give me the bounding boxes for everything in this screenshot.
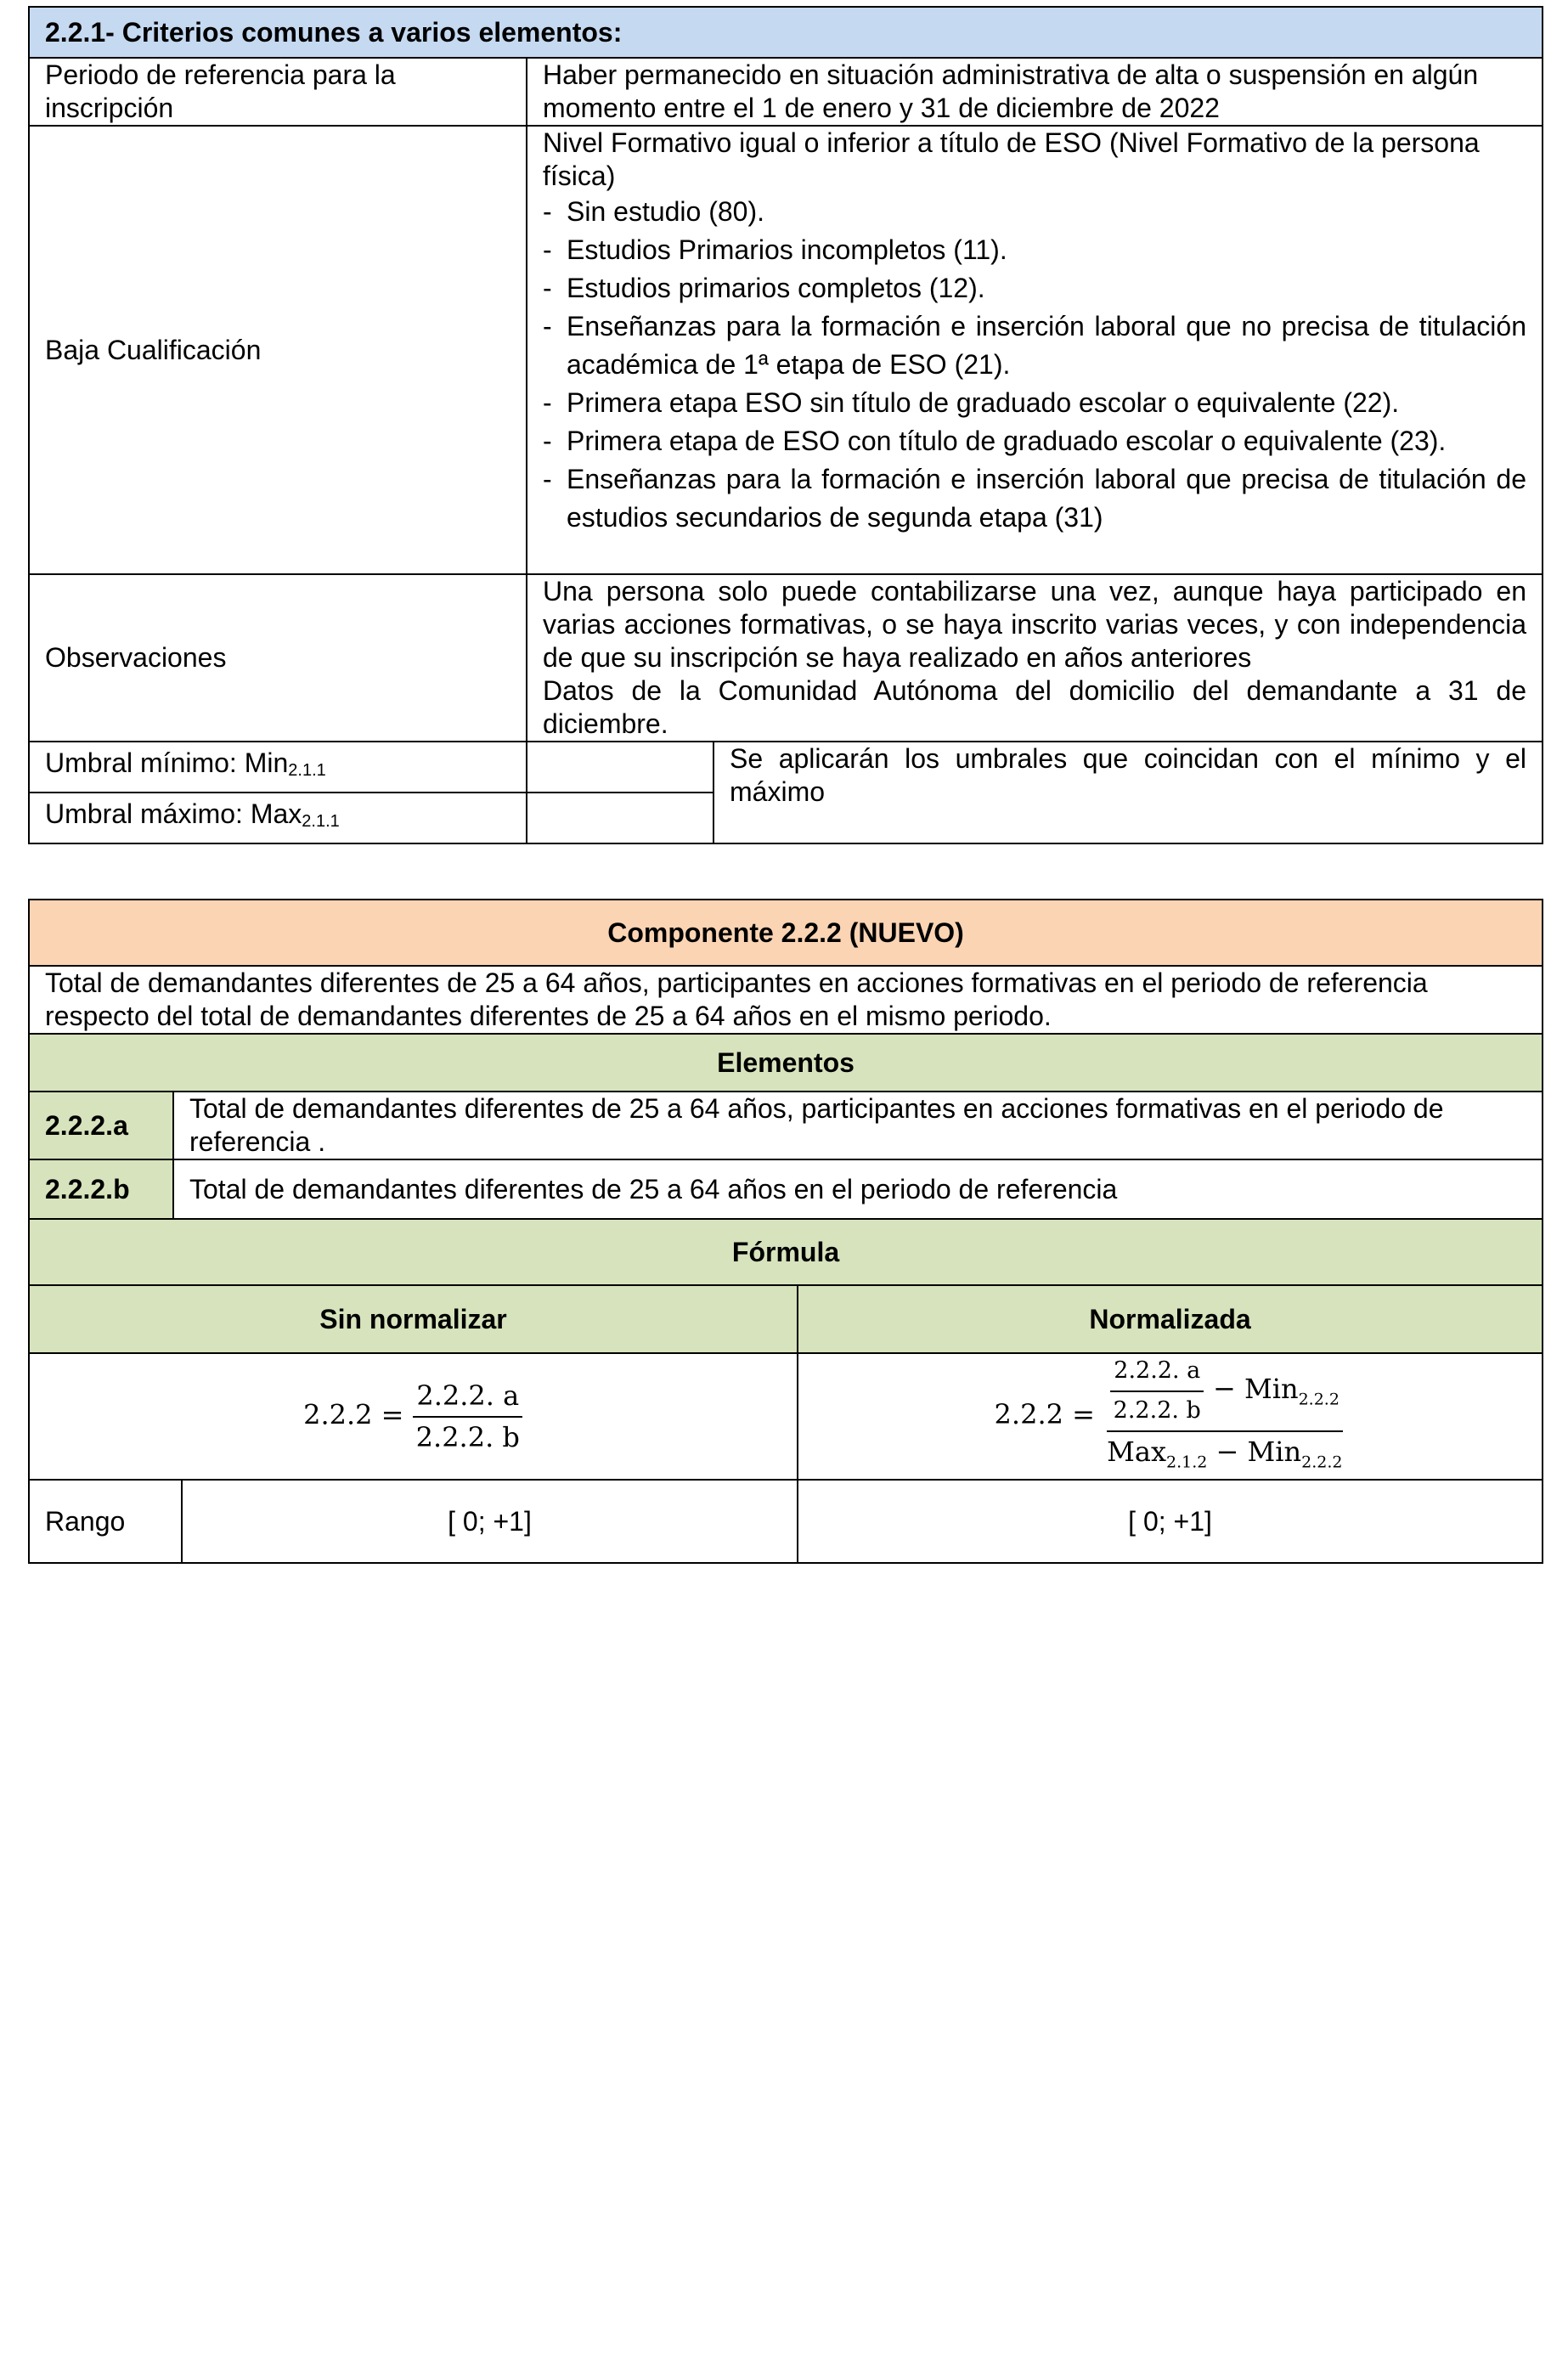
list-item: - Primera etapa ESO sin título de graduado escolar o equivalente (22). [543, 384, 1526, 422]
normalizada-header: Normalizada [798, 1285, 1543, 1353]
observaciones-label: Observaciones [29, 574, 527, 742]
baja-list [543, 193, 1526, 537]
rango-sin-normalizar: [ 0; +1] [182, 1480, 798, 1563]
baja-label: Baja Cualificación [29, 126, 527, 574]
inner-fraction [1110, 1354, 1204, 1427]
periodo-label: Periodo de referencia para la inscripción [29, 58, 527, 126]
baja-content [527, 126, 1543, 574]
elementos-header: Elementos [29, 1034, 1543, 1092]
inner-numerator: 2.2.2. a [1110, 1354, 1204, 1392]
inner-denominator: 2.2.2. b [1113, 1397, 1201, 1424]
observaciones-value [527, 574, 1543, 742]
elemento-text: Total de demandantes diferentes de 25 a 64 años en el periodo de referencia [173, 1159, 1543, 1219]
list-item: - Enseñanzas para la formación e inserción laboral que no precisa de titulación académica de 1ª etapa de ESO (21). [543, 307, 1526, 384]
minus-sign: − [1213, 1372, 1236, 1405]
outer-fraction [1103, 1354, 1345, 1479]
formula-normalizada [798, 1353, 1543, 1480]
fraction-numerator: 2.2.2. a [413, 1379, 522, 1418]
periodo-value: Haber permanecido en situación administrativa de alta o suspensión en algún momento entre el 1 de enero y 31 de diciembre de 2022 [527, 58, 1543, 126]
umbral-min-label: Umbral mínimo: Min$_{2.1.1}$ [29, 742, 527, 793]
list-item: - Primera etapa de ESO con título de graduado escolar o equivalente (23). [543, 422, 1526, 460]
elemento-text: Total de demandantes diferentes de 25 a 64 años, participantes en acciones formativas en el periodo de referencia . [173, 1092, 1543, 1159]
baja-intro: Nivel Formativo igual o inferior a título de ESO (Nivel Formativo de la persona física) [543, 127, 1480, 191]
umbral-max-label: Umbral máximo: Max$_{2.1.1}$ [29, 793, 527, 843]
list-item: - Enseñanzas para la formación e inserción laboral que precisa de titulación de estudios secundarios de segunda etapa (31) [543, 460, 1526, 537]
componente-title: Componente 2.2.2 (NUEVO) [29, 900, 1543, 966]
observaciones-text-1: Una persona solo puede contabilizarse una vez, aunque haya participado en varias acciones formativas, o se haya inscrito varias veces, y con independencia de que su inscripción se haya realizado en años anteriores [543, 576, 1526, 673]
fraction [413, 1379, 523, 1454]
outer-denominator [1103, 1432, 1345, 1479]
list-item: - Sin estudio (80). [543, 193, 1526, 231]
criterios-table [28, 6, 1543, 844]
componente-table [28, 899, 1543, 1564]
rango-normalizada: [ 0; +1] [798, 1480, 1543, 1563]
elemento-code: 2.2.2.a [29, 1092, 173, 1159]
formula-lhs: 2.2.2 = [994, 1398, 1095, 1431]
umbral-note: Se aplicarán los umbrales que coincidan con el mínimo y el máximo [713, 742, 1543, 843]
criterios-title: 2.2.1- Criterios comunes a varios elementos: [29, 7, 1543, 58]
formula-header: Fórmula [29, 1219, 1543, 1285]
min-term: Min$_{2.2.2}$ [1247, 1436, 1343, 1472]
minus-sign: − [1215, 1436, 1239, 1468]
observaciones-text-2: Datos de la Comunidad Autónoma del domicilio del demandante a 31 de diciembre. [543, 675, 1526, 739]
elemento-code: 2.2.2.b [29, 1159, 173, 1219]
min-term: Min$_{2.2.2}$ [1244, 1372, 1340, 1408]
umbral-max-value [527, 793, 713, 843]
componente-description: Total de demandantes diferentes de 25 a 64 años, participantes en acciones formativas en el periodo de referencia respecto del total de demandantes diferentes de 25 a 64 años en el mismo periodo. [29, 966, 1543, 1034]
rango-label: Rango [29, 1480, 182, 1563]
list-item: - Estudios primarios completos (12). [543, 269, 1526, 307]
fraction-denominator: 2.2.2. b [415, 1420, 520, 1453]
list-item: - Estudios Primarios incompletos (11). [543, 231, 1526, 269]
formula-lhs: 2.2.2 = [303, 1398, 404, 1431]
umbral-min-value [527, 742, 713, 793]
formula-sin-normalizar [29, 1353, 798, 1480]
max-term: Max$_{2.1.2}$ [1107, 1436, 1208, 1472]
sin-normalizar-header: Sin normalizar [29, 1285, 798, 1353]
outer-numerator [1107, 1354, 1343, 1432]
